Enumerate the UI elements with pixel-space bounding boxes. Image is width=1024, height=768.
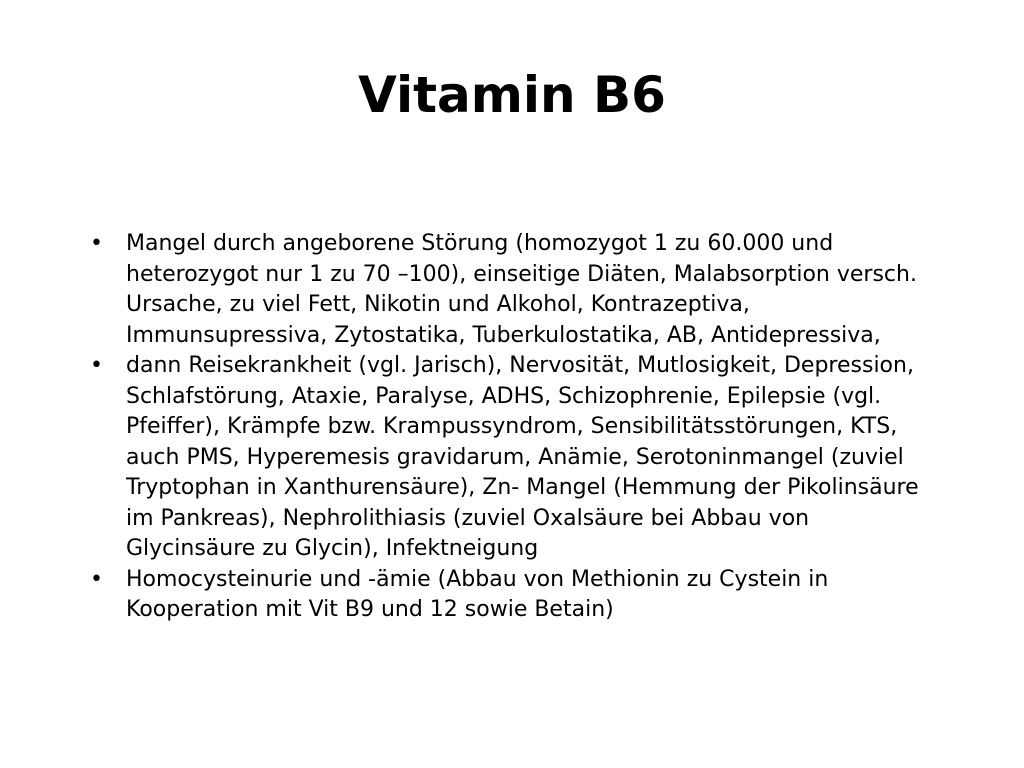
bullet-text: Mangel durch angeborene Störung (homozygot 1 zu 60.000 und heterozygot nur 1 zu 70 –100), einseitige Diäten, Malabsorption versch. Ursache, zu viel Fett, Nikotin und Alkohol, Kontrazeptiva, Immunsupressiva, Zytostatika, Tuberkulostatika, AB, Antidepressiva, xyxy=(126,231,917,348)
bullet-list xyxy=(90,229,940,626)
bullet-text: dann Reisekrankheit (vgl. Jarisch), Nervosität, Mutlosigkeit, Depression, Schlafstörung, Ataxie, Paralyse, ADHS, Schizophrenie, Epilepsie (vgl. Pfeiffer), Krämpfe bzw. Krampussyndrom, Sensibilitätsstörungen, KTS, auch PMS, Hyperemesis gravidarum, Anämie, Serotoninmangel (zuviel Tryptophan in Xanthurensäure), Zn- Mangel (Hemmung der Pikolinsäure im Pankreas), Nephrolithiasis (zuviel Oxalsäure bei Abbau von Glycinsäure zu Glycin), Infektneigung xyxy=(126,353,919,561)
slide-title: Vitamin B6 xyxy=(358,66,666,124)
bullet-dot-icon: • xyxy=(90,231,103,256)
bullet-dot-icon: • xyxy=(90,566,103,592)
list-item xyxy=(90,351,940,565)
bullet-text: Homocysteinurie und -ämie (Abbau von Methionin zu Cystein in Kooperation mit Vit B9 und 12 sowie Betain) xyxy=(126,566,829,622)
bullet-dot-icon: • xyxy=(90,353,103,378)
list-item xyxy=(90,229,940,351)
list-item xyxy=(90,565,940,626)
